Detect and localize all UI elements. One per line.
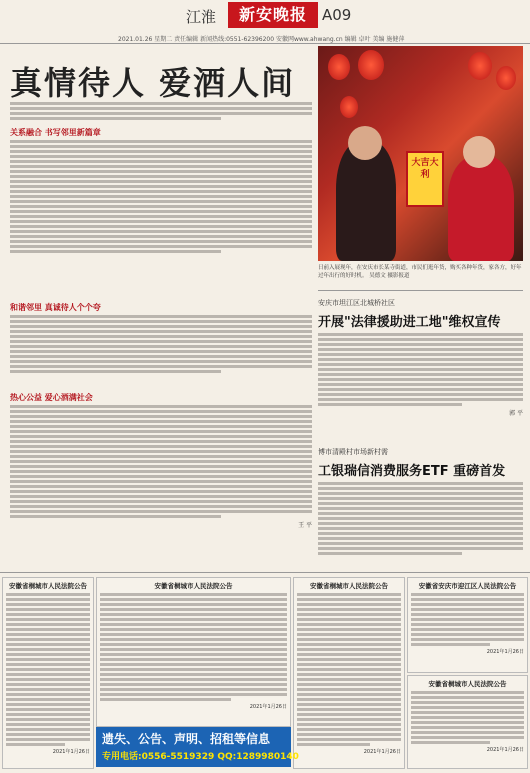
story-etf [318,447,523,557]
masthead [0,0,530,43]
lantern-icon [496,66,516,90]
newspaper-logo: 新安晚报 [228,2,318,28]
story-kicker: 安庆市坦江区北城桥社区 [318,299,395,307]
header-meta: 2021.01.26 星期二 责任编辑 新闻热线:0551-62396200 安徽网www.ahwang.cn 编辑 卓叶 美编 施健萍 [118,36,405,43]
page-number: A09 [322,6,352,24]
byline: 王 平 [298,522,312,529]
lantern-icon [340,96,358,118]
classified-ads-banner [96,727,299,767]
story-kicker: 博市清殿村市场新村需 [318,448,388,456]
ads-rule [0,572,530,573]
story-headline: 工银瑞信消费服务ETF 重磅首发 [318,464,506,479]
header-rule [0,43,530,44]
story-headline: 开展"法律援助进工地"维权宣传 [318,315,501,330]
market-photo [318,46,523,261]
lead-headline: 真情待人 爱酒人间 [10,64,296,102]
lantern-icon [468,52,492,80]
lantern-icon [358,50,384,80]
lead-intro [10,100,312,122]
banner-contact: 专用电话:0556-5519329 QQ:1289980140 [102,752,299,762]
shopper-face [348,126,382,160]
vendor-figure [448,156,514,261]
lantern-icon [328,54,350,80]
photo-caption: 日前入展现年，在安庆市长某寺街道，市民们逛年货，购买各种年货，家各方，好年过年出行的好时机。 吴德文 摄影报道 [318,265,522,279]
fortune-sign: 大吉大利 [406,151,444,207]
court-notice-1: 安徽省桐城市人民法院公告 2021年1月26日 [2,577,94,769]
photo-credit: 吴德文 摄影报道 [369,273,410,279]
lead-section-3 [10,390,312,529]
region-label: 江淮 [186,8,217,26]
section-heading: 关系融合 书写邻里新篇章 [10,128,101,137]
banner-title: 遗失、公告、声明、招租等信息 [102,732,271,746]
lead-section-1 [10,125,312,255]
story-legal-aid [318,298,523,417]
court-notice-3: 安徽省桐城市人民法院公告 2021年1月26日 [293,577,405,769]
column-rule [318,290,523,291]
section-heading: 和谐邻里 真诚待人个个夸 [10,303,101,312]
court-notice-4: 安徽省安庆市迎江区人民法院公告 2021年1月26日 [407,577,528,673]
byline: 郭 平 [509,410,523,417]
section-heading: 热心公益 爱心酒满社会 [10,393,93,402]
court-notice-2: 安徽省桐城市人民法院公告 2021年1月26日 [96,577,291,727]
vendor-face [463,136,495,168]
court-notice-5: 安徽省桐城市人民法院公告 2021年1月26日 [407,675,528,769]
lead-section-2 [10,300,312,375]
